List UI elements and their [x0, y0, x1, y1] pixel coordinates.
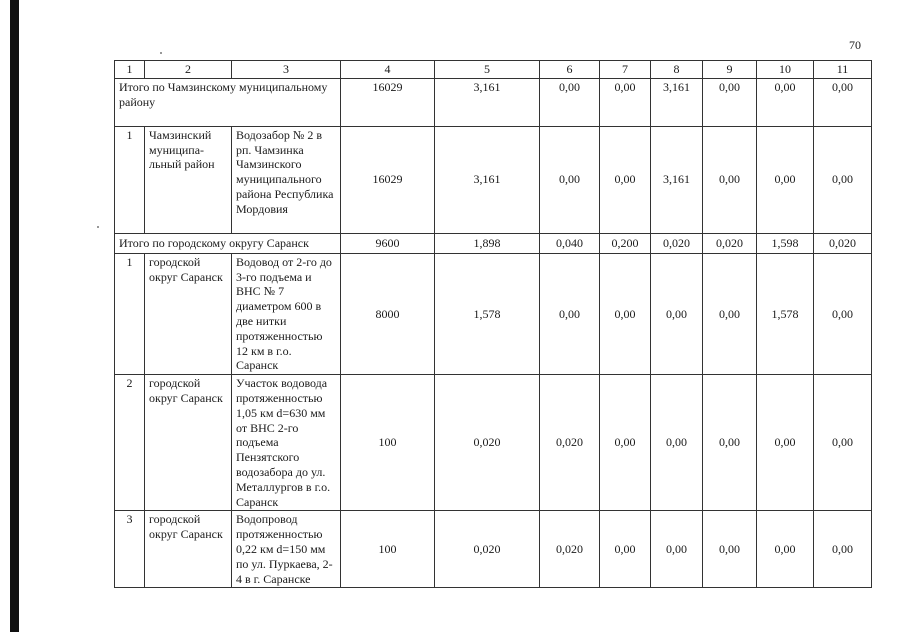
- page-number: 70: [849, 38, 861, 52]
- table-cell: 1,898: [435, 233, 540, 253]
- column-number: 3: [232, 61, 341, 79]
- column-number: 7: [600, 61, 651, 79]
- row-index: 1: [115, 253, 145, 374]
- district-cell: городской округ Саранск: [145, 511, 232, 588]
- table-cell: 3,161: [435, 126, 540, 233]
- table-cell: 3,161: [435, 78, 540, 126]
- table-cell: 0,00: [703, 511, 757, 588]
- table-cell: 0,00: [757, 126, 814, 233]
- scan-speck: [160, 52, 162, 54]
- table-cell: 0,00: [703, 78, 757, 126]
- table-cell: 0,020: [540, 511, 600, 588]
- table-cell: 0,00: [757, 375, 814, 511]
- scan-speck: [97, 226, 99, 228]
- table-cell: 0,00: [600, 126, 651, 233]
- table-cell: 0,00: [540, 126, 600, 233]
- district-cell: Чамзинский муниципа-льный район: [145, 126, 232, 233]
- table-cell: 0,00: [703, 375, 757, 511]
- table-cell: 0,020: [540, 375, 600, 511]
- table-cell: 0,020: [435, 375, 540, 511]
- district-cell: городской округ Саранск: [145, 253, 232, 374]
- row-index: 3: [115, 511, 145, 588]
- table-cell: 0,00: [703, 126, 757, 233]
- table-cell: 0,00: [651, 375, 703, 511]
- table-cell: 0,00: [540, 78, 600, 126]
- table-cell: 0,00: [703, 253, 757, 374]
- table-cell: 0,00: [814, 375, 872, 511]
- table-cell: 100: [341, 375, 435, 511]
- object-cell: Водозабор № 2 в рп. Чамзинка Чамзинского муниципального района Республика Мордовия: [232, 126, 341, 233]
- table-cell: 0,00: [600, 78, 651, 126]
- total-label: Итого по городскому округу Саранск: [115, 233, 341, 253]
- table-cell: 0,00: [651, 511, 703, 588]
- table-row: [115, 511, 872, 588]
- table-row: [115, 253, 872, 374]
- table-cell: 1,578: [757, 253, 814, 374]
- table-cell: 0,00: [814, 253, 872, 374]
- column-number: 8: [651, 61, 703, 79]
- table-row: [115, 126, 872, 233]
- table-cell: 0,020: [814, 233, 872, 253]
- scan-edge-shadow: [10, 0, 19, 632]
- column-numbers-row: [115, 61, 872, 79]
- total-row-chamzinka: [115, 78, 872, 126]
- table-cell: 0,00: [757, 511, 814, 588]
- table-cell: 9600: [341, 233, 435, 253]
- table-cell: 0,00: [757, 78, 814, 126]
- district-cell: городской округ Саранск: [145, 375, 232, 511]
- row-index: 2: [115, 375, 145, 511]
- object-cell: Водопровод протяженностью 0,22 км d=150 мм по ул. Пуркаева, 2-4 в г. Саранске: [232, 511, 341, 588]
- column-number: 10: [757, 61, 814, 79]
- total-row-saransk: [115, 233, 872, 253]
- table-cell: 0,020: [651, 233, 703, 253]
- table-cell: 0,00: [814, 511, 872, 588]
- table-cell: 0,00: [600, 375, 651, 511]
- table-cell: 100: [341, 511, 435, 588]
- table-cell: 0,040: [540, 233, 600, 253]
- table-cell: 0,020: [703, 233, 757, 253]
- table-cell: 0,020: [435, 511, 540, 588]
- column-number: 6: [540, 61, 600, 79]
- column-number: 1: [115, 61, 145, 79]
- table-cell: 0,00: [600, 511, 651, 588]
- table-cell: 0,00: [651, 253, 703, 374]
- table-cell: 16029: [341, 78, 435, 126]
- column-number: 5: [435, 61, 540, 79]
- object-cell: Участок водовода протяженностью 1,05 км d=630 мм от ВНС 2-го подъема Пензятского водозабора до ул. Металлургов в г.о. Саранск: [232, 375, 341, 511]
- object-cell: Водовод от 2-го до 3-го подъема и ВНС № 7 диаметром 600 в две нитки протяженностью 12 км в г.о. Саранск: [232, 253, 341, 374]
- column-number: 9: [703, 61, 757, 79]
- table-cell: 0,00: [814, 126, 872, 233]
- table-cell: 0,200: [600, 233, 651, 253]
- table-cell: 3,161: [651, 126, 703, 233]
- table-cell: 1,578: [435, 253, 540, 374]
- table-cell: 8000: [341, 253, 435, 374]
- table-row: [115, 375, 872, 511]
- table-cell: 16029: [341, 126, 435, 233]
- row-index: 1: [115, 126, 145, 233]
- table-cell: 0,00: [600, 253, 651, 374]
- total-label: Итого по Чамзинскому муниципальному району: [115, 78, 341, 126]
- table-cell: 0,00: [540, 253, 600, 374]
- column-number: 4: [341, 61, 435, 79]
- table-cell: 0,00: [814, 78, 872, 126]
- table-cell: 1,598: [757, 233, 814, 253]
- column-number: 11: [814, 61, 872, 79]
- data-table: [114, 60, 872, 588]
- column-number: 2: [145, 61, 232, 79]
- table-cell: 3,161: [651, 78, 703, 126]
